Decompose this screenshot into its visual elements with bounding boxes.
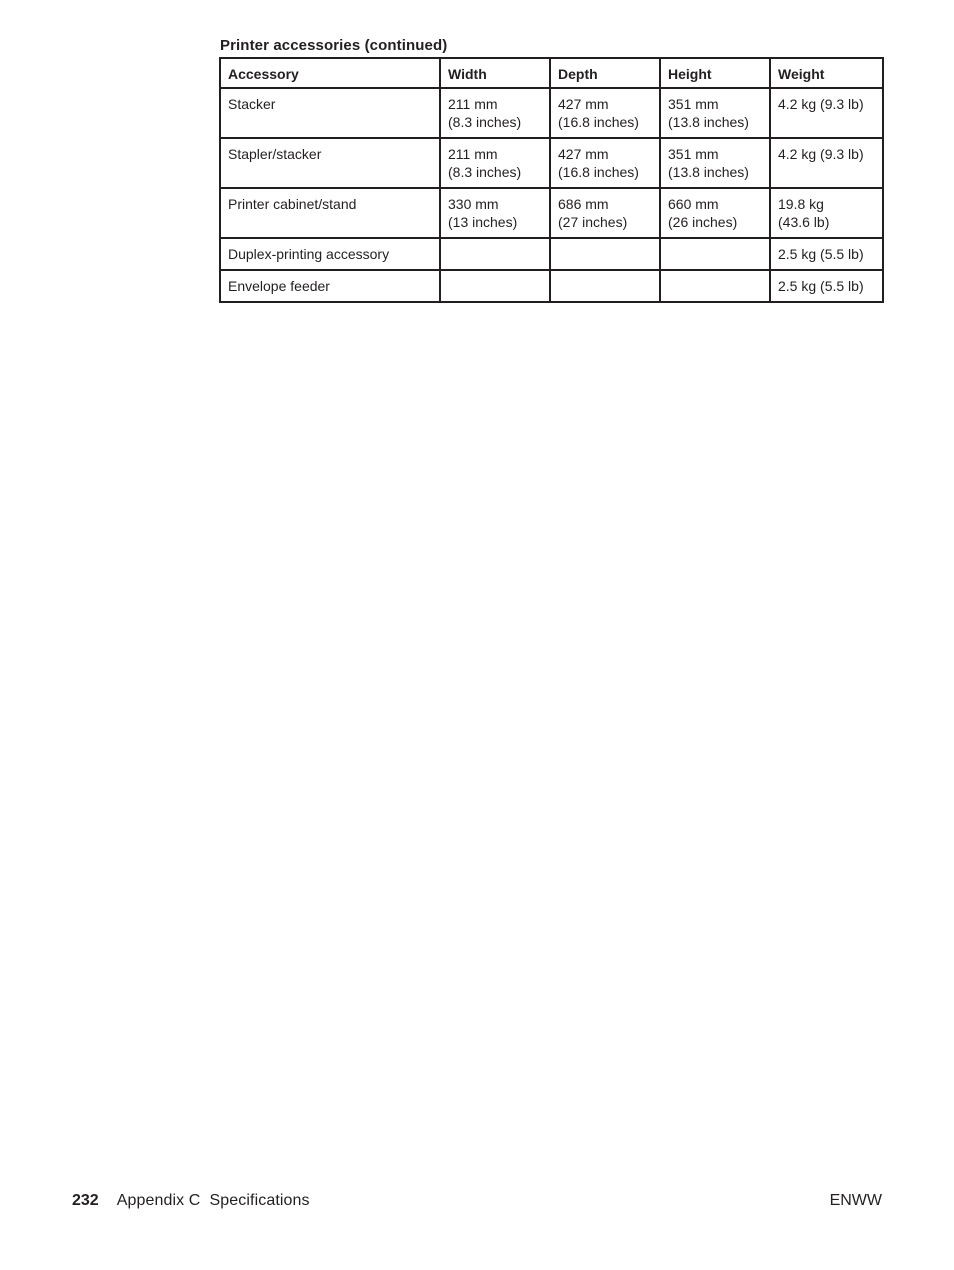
table-row: [220, 138, 883, 188]
cell-line: (16.8 inches): [558, 164, 639, 180]
cell-line: (43.6 lb): [778, 214, 830, 230]
cell-depth: [550, 88, 660, 138]
cell-line: 19.8 kg: [778, 196, 824, 212]
header-weight: Weight: [770, 58, 883, 88]
cell-line: (13.8 inches): [668, 114, 749, 130]
cell-line: 4.2 kg (9.3 lb): [778, 96, 864, 112]
cell-width: [440, 270, 550, 302]
cell-line: (13.8 inches): [668, 164, 749, 180]
cell-line: 660 mm: [668, 196, 719, 212]
page-footer: [72, 1192, 882, 1210]
cell-line: (27 inches): [558, 214, 628, 230]
cell-line: 351 mm: [668, 146, 719, 162]
cell-height: [660, 188, 770, 238]
table-row: [220, 238, 883, 270]
cell-line: 211 mm: [448, 146, 498, 162]
cell-line: 427 mm: [558, 146, 609, 162]
cell-depth: [550, 188, 660, 238]
cell-accessory: Duplex-printing accessory: [220, 238, 440, 270]
cell-width: [440, 188, 550, 238]
cell-height: [660, 238, 770, 270]
table-row: [220, 270, 883, 302]
accessories-table: [219, 57, 884, 303]
cell-line: 330 mm: [448, 196, 499, 212]
cell-depth: [550, 138, 660, 188]
cell-width: [440, 238, 550, 270]
cell-line: 351 mm: [668, 96, 719, 112]
cell-width: [440, 88, 550, 138]
cell-depth: [550, 270, 660, 302]
cell-height: [660, 88, 770, 138]
cell-line: 211 mm: [448, 96, 498, 112]
cell-line: (16.8 inches): [558, 114, 639, 130]
page-number: 232: [72, 1192, 99, 1209]
cell-weight: [770, 238, 883, 270]
cell-line: 427 mm: [558, 96, 609, 112]
cell-line: (13 inches): [448, 214, 518, 230]
footer-left: [72, 1192, 310, 1210]
header-depth: Depth: [550, 58, 660, 88]
cell-line: (8.3 inches): [448, 114, 522, 130]
cell-weight: [770, 188, 883, 238]
cell-weight: [770, 270, 883, 302]
table-row: [220, 188, 883, 238]
cell-accessory: Stacker: [220, 88, 440, 138]
cell-line: 2.5 kg (5.5 lb): [778, 278, 864, 294]
table-header-row: [220, 58, 883, 88]
section-title: Appendix C Specifications: [116, 1192, 310, 1209]
cell-width: [440, 138, 550, 188]
cell-weight: [770, 138, 883, 188]
cell-accessory: Envelope feeder: [220, 270, 440, 302]
header-width: Width: [440, 58, 550, 88]
cell-height: [660, 138, 770, 188]
cell-line: (8.3 inches): [448, 164, 522, 180]
cell-depth: [550, 238, 660, 270]
cell-line: 686 mm: [558, 196, 609, 212]
cell-accessory: Printer cabinet/stand: [220, 188, 440, 238]
header-height: Height: [660, 58, 770, 88]
cell-accessory: Stapler/stacker: [220, 138, 440, 188]
table-row: [220, 88, 883, 138]
header-accessory: Accessory: [220, 58, 440, 88]
cell-line: 2.5 kg (5.5 lb): [778, 246, 864, 262]
cell-line: (26 inches): [668, 214, 738, 230]
cell-weight: [770, 88, 883, 138]
cell-height: [660, 270, 770, 302]
footer-right-label: ENWW: [829, 1192, 882, 1209]
cell-line: 4.2 kg (9.3 lb): [778, 146, 864, 162]
table-caption: Printer accessories (continued): [220, 37, 448, 54]
